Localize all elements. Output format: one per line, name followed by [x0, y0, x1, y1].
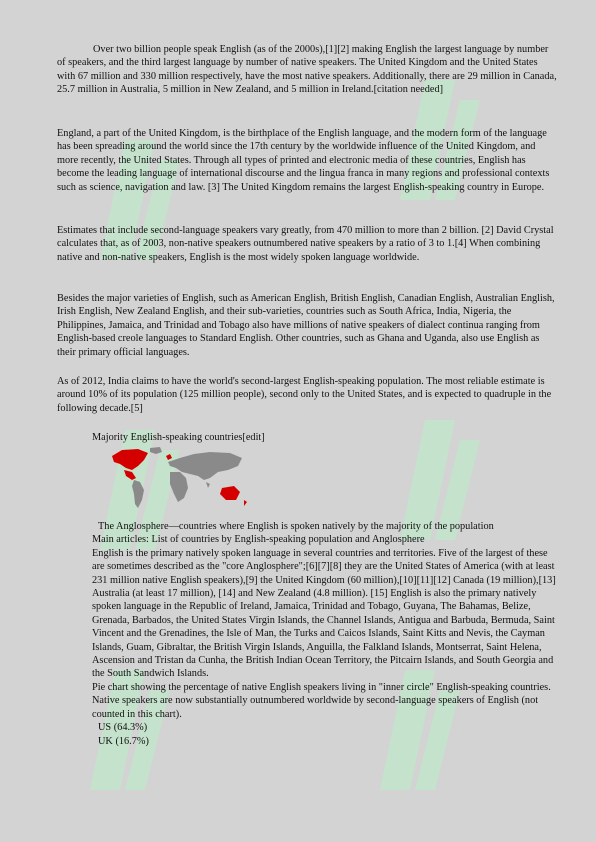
paragraph-2: England, a part of the United Kingdom, is the birthplace of the English language, and the modern form of the language has been spreading around the world since the 17th century by the worldwide influence of the United Kingdom, and more recently, the United States. Through all types of printed and electronic media of these countries, English has become the leading language of international discourse and the lingua franca in many regions and professional contexts such as science, navigation and law. [3] The United Kingdom remains the largest English-speaking country in Europe.	[57, 128, 550, 193]
paragraph-1: Over two billion people speak English (as of the 2000s),[1][2] making English the largest language by number of speakers, and the third largest language by number of native speakers. The United Kingdom and the United States with 67 million and 330 million respectively, have the most native speakers. Additionally, there are 29 million in Canada, 25.7 million in Australia, 5 million in New Zealand, and 5 million in Ireland.[citation needed]	[57, 44, 557, 96]
body-after-map: English is the primary natively spoken language in several countries and territories. Five of the largest of these are sometimes described as the "core Anglosphere";[6][7][8] they are the United States of America (with at least 231 million native English speakers),[9] the United Kingdom (60 million),[10][11][12] Canada (19 million),[13] Australia (at least 17 million), [14] and New Zealand (4.8 million). [15] English is also the primary natively spoken language in the Republic of Ireland, Jamaica, Trinidad and Tobago, Guyana, The Bahamas, Belize, Grenada, Barbados, the United States Virgin Islands, the Channel Islands, Antigua and Barbuda, Bermuda, Saint Vincent and the Grenadines, the Isle of Man, the Turks and Caicos Islands, Saint Kitts and Nevis, the Cayman Islands, Guam, Gibraltar, the British Virgin Islands, Anguilla, the Falkland Islands, Montserrat, Saint Helena, Ascension and Tristan da Cunha, the British Indian Ocean Territory, the Pitcairn Islands, and South Georgia and the South Sandwich Islands.	[92, 547, 556, 680]
paragraph-5: As of 2012, India claims to have the world's second-largest English-speaking population. The most reliable estimate is around 10% of its population (125 million people), second only to the United States, and is expected to quadruple in the following decade.[5]	[57, 376, 552, 414]
map-caption-block	[92, 520, 558, 748]
paragraph-3: Estimates that include second-language speakers vary greatly, from 470 million to more than 2 billion. [2] David Crystal calculates that, as of 2003, non-native speakers outnumbered native speakers by a ratio of 3 to 1.[4] When combining native and non-native speakers, English is the most widely spoken language worldwide.	[57, 225, 554, 263]
pie-entry-uk: UK (16.7%)	[98, 735, 149, 747]
paragraph-4: Besides the major varieties of English, such as American English, British English, Canadian English, Australian English, Irish English, New Zealand English, and their sub-varieties, countries such as South Africa, India, Nigeria, the Philippines, Jamaica, and Trinidad and Tobago also have millions of native speakers of dialect continua ranging from English-based creole languages to Standard English. Other countries, such as Ghana and Uganda, also use English as their primary official languages.	[57, 293, 555, 358]
map-caption: The Anglosphere—countries where English is spoken natively by the majority of the population	[98, 521, 494, 532]
pie-caption: Pie chart showing the percentage of native English speakers living in "inner circle" English-speaking countries. Native speakers are now substantially outnumbered worldwide by second-language speakers of English (not counted in this chart).	[92, 681, 551, 720]
pie-entry-us: US (64.3%)	[98, 722, 148, 734]
section-heading[interactable]: Majority English-speaking countries[edit]	[92, 432, 265, 443]
main-articles-link[interactable]: Main articles: List of countries by English-speaking population and Anglosphere	[92, 534, 425, 546]
anglosphere-map	[110, 444, 250, 514]
